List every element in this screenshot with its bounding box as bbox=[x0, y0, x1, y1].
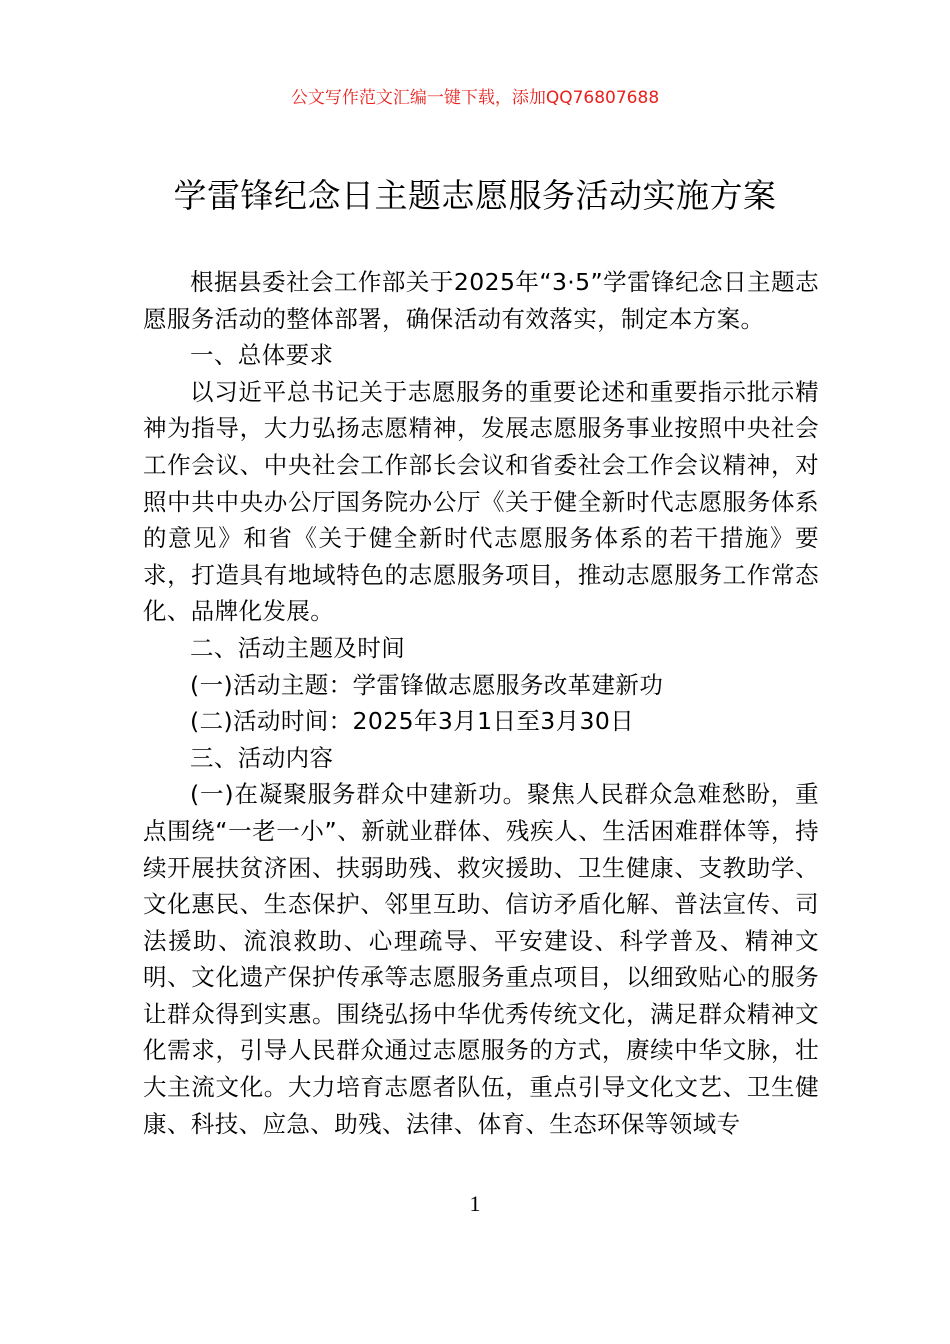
document-title: 学雷锋纪念日主题志愿服务活动实施方案 bbox=[173, 176, 777, 215]
section-heading-theme-and-time: 二、活动主题及时间 bbox=[190, 633, 406, 662]
section-heading-general-requirements: 一、总体要求 bbox=[190, 341, 334, 370]
header-promo-note: 公文写作范文汇编一键下载，添加QQ76807688 bbox=[290, 88, 660, 108]
activity-time-line: (二)活动时间：2025年3月1日至3月30日 bbox=[190, 707, 635, 736]
section-heading-activity-content: 三、活动内容 bbox=[190, 743, 334, 772]
intro-paragraph: 根据县委社会工作部关于2025年“3·5”学雷锋纪念日主题志愿服务活动的整体部署，确保活动有效落实，制定本方案。 bbox=[143, 268, 819, 333]
activity-theme-line: (一)活动主题：学雷锋做志愿服务改革建新功 bbox=[190, 670, 664, 699]
document-body bbox=[143, 264, 819, 1142]
general-requirements-paragraph: 以习近平总书记关于志愿服务的重要论述和重要指示批示精神为指导，大力弘扬志愿精神，发展志愿服务事业按照中央社会工作会议、中央社会工作部长会议和省委社会工作会议精神，对照中共中央办公厅国务院办公厅《关于健全新时代志愿服务体系的意见》和省《关于健全新时代志愿服务体系的若干措施》要求，打造具有地域特色的志愿服务项目，推动志愿服务工作常态化、品牌化发展。 bbox=[143, 377, 819, 626]
activity-content-paragraph: (一)在凝聚服务群众中建新功。聚焦人民群众急难愁盼，重点围绕“一老一小”、新就业群体、残疾人、生活困难群体等，持续开展扶贫济困、扶弱助残、救灾援助、卫生健康、支教助学、文化惠民、生态保护、邻里互助、信访矛盾化解、普法宣传、司法援助、流浪救助、心理疏导、平安建设、科学普及、精神文明、文化遗产保护传承等志愿服务重点项目，以细致贴心的服务让群众得到实惠。围绕弘扬中华优秀传统文化，满足群众精神文化需求，引导人民群众通过志愿服务的方式，赓续中华文脉，壮大主流文化。大力培育志愿者队伍，重点引导文化文艺、卫生健康、科技、应急、助残、法律、体育、生态环保等领域专 bbox=[143, 780, 819, 1138]
page-number: 1 bbox=[469, 1191, 481, 1216]
